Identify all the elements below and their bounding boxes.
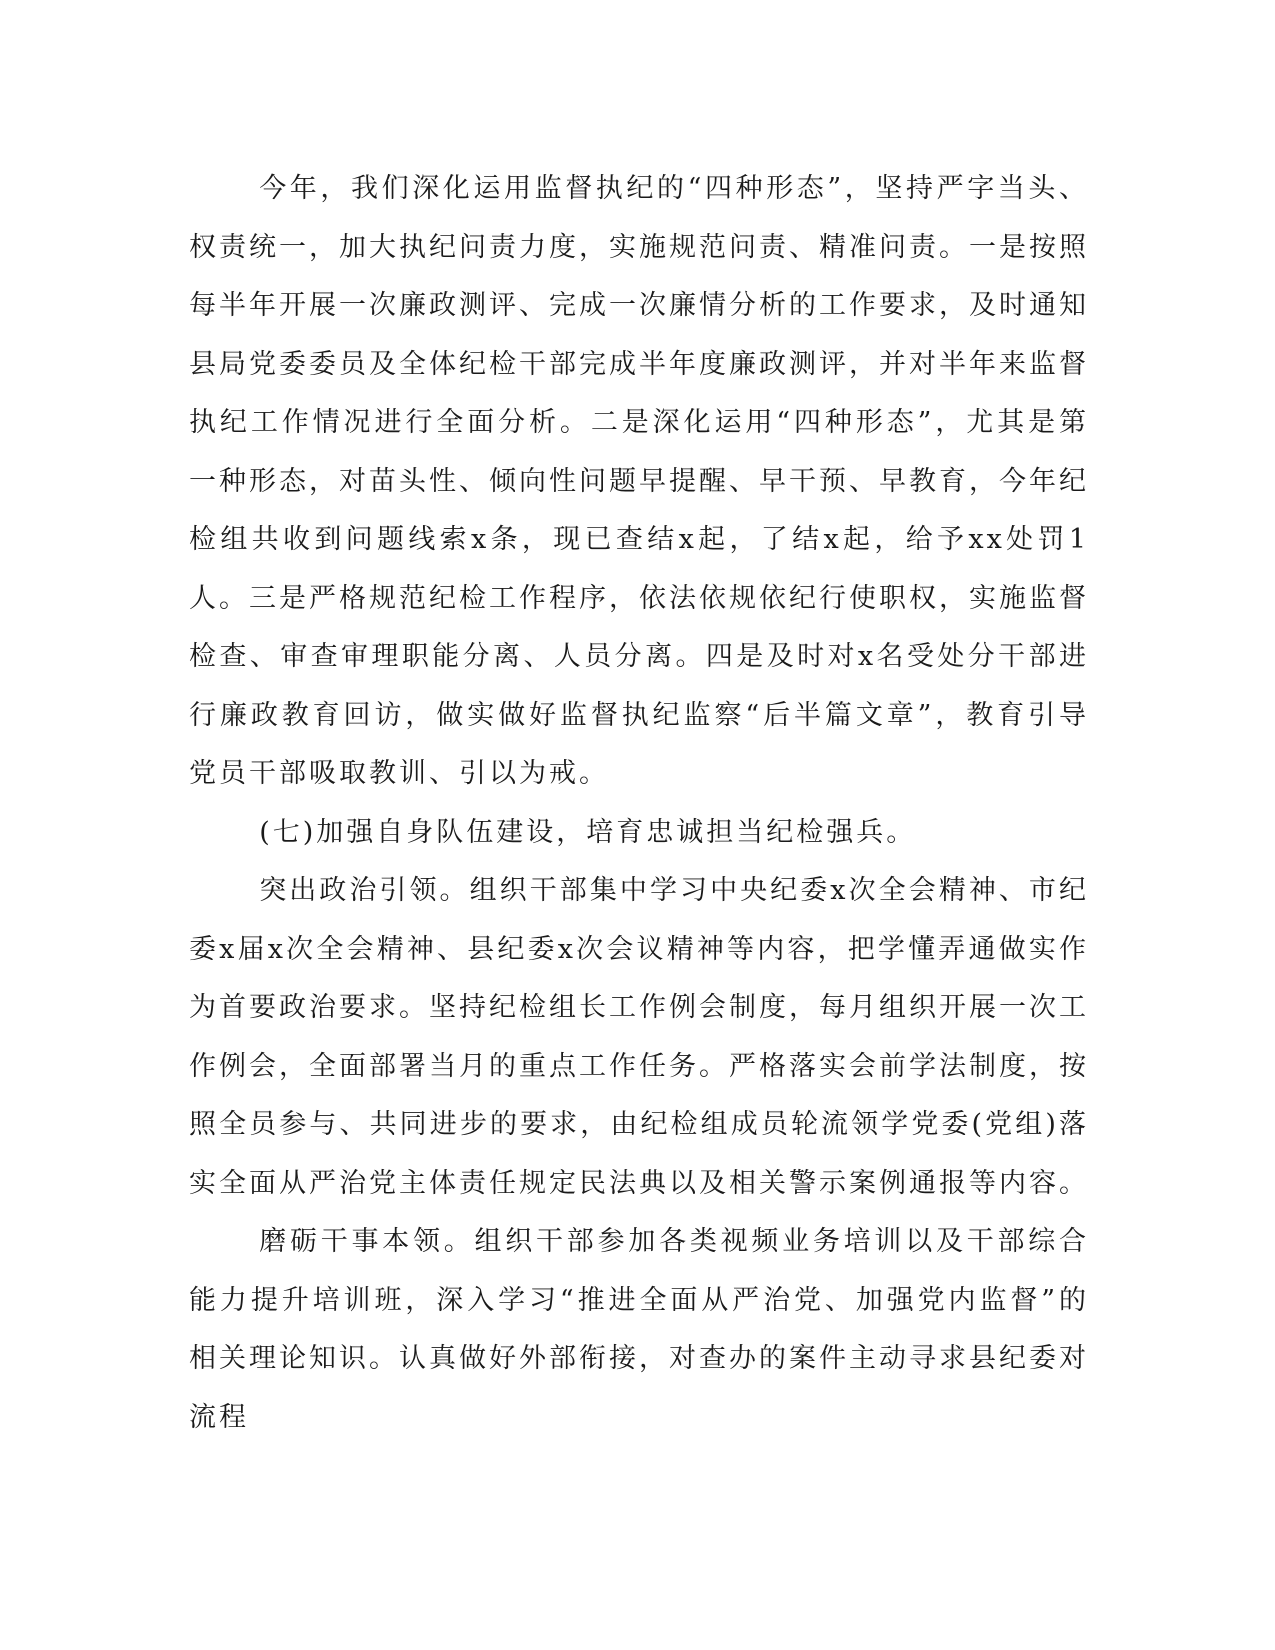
section-heading-team-building: (七)加强自身队伍建设，培育忠诚担当纪检强兵。 <box>259 816 917 848</box>
paragraph-supervision-discipline: 今年，我们深化运用监督执纪的“四种形态”，坚持严字当头、权责统一，加大执纪问责力度，实施规范问责、精准问责。一是按照每半年开展一次廉政测评、完成一次廉情分析的工作要求，及时通知县局党委委员及全体纪检干部完成半年度廉政测评，并对半年来监督执纪工作情况进行全面分析。二是深化运用“四种形态”，尤其是第一种形态，对苗头性、倾向性问题早提醒、早干预、早教育，今年纪检组共收到问题线索x条，现已查结x起，了结x起，给予xx处罚1人。三是严格规范纪检工作程序，依法依规依纪行使职权，实施监督检查、审查审理职能分离、人员分离。四是及时对x名受处分干部进行廉政教育回访，做实做好监督执纪监察“后半篇文章”，教育引导党员干部吸取教训、引以为戒。 <box>189 173 1089 789</box>
paragraph-skills-training: 磨砺干事本领。组织干部参加各类视频业务培训以及干部综合能力提升培训班，深入学习“推进全面从严治党、加强党内监督”的相关理论知识。认真做好外部衔接，对查办的案件主动寻求县纪委对流程 <box>189 1226 1089 1433</box>
paragraph-political-guidance: 突出政治引领。组织干部集中学习中央纪委x次全会精神、市纪委x届x次全会精神、县纪委x次会议精神等内容，把学懂弄通做实作为首要政治要求。坚持纪检组长工作例会制度，每月组织开展一次工作例会，全面部署当月的重点工作任务。严格落实会前学法制度，按照全员参与、共同进步的要求，由纪检组成员轮流领学党委(党组)落实全面从严治党主体责任规定民法典以及相关警示案例通报等内容。 <box>189 875 1089 1199</box>
document-body <box>189 160 1089 1447</box>
